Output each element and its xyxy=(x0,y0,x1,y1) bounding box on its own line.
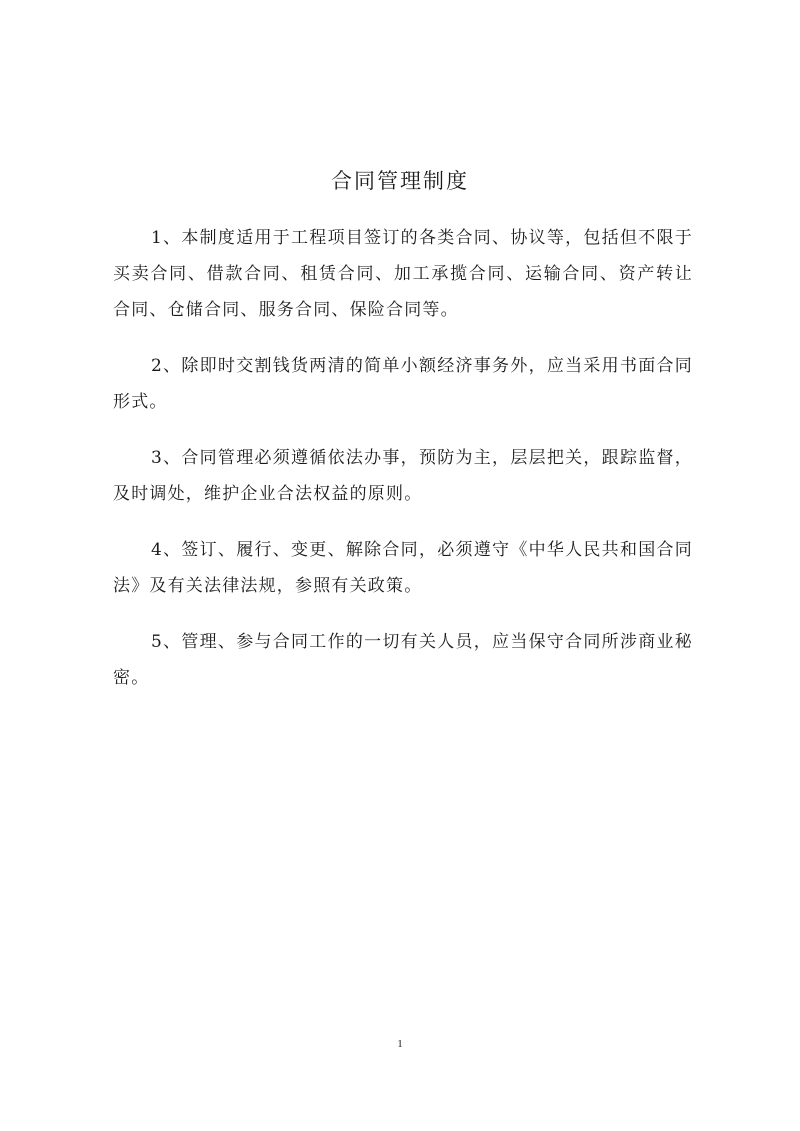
clause-3: 3、合同管理必须遵循依法办事，预防为主，层层把关，跟踪监督，及时调处，维护企业合法权益的原则。 xyxy=(113,448,693,504)
clause-5: 5、管理、参与合同工作的一切有关人员，应当保守合同所涉商业秘密。 xyxy=(113,632,693,688)
clause-2: 2、除即时交割钱货两清的简单小额经济事务外，应当采用书面合同形式。 xyxy=(113,356,693,412)
page-number: 1 xyxy=(397,1038,403,1050)
clause-1: 1、本制度适用于工程项目签订的各类合同、协议等，包括但不限于买卖合同、借款合同、租赁合同、加工承揽合同、运输合同、资产转让合同、仓储合同、服务合同、保险合同等。 xyxy=(113,228,693,320)
document-body xyxy=(113,220,693,716)
clause-4: 4、签订、履行、变更、解除合同，必须遵守《中华人民共和国合同法》及有关法律法规，参照有关政策。 xyxy=(113,540,693,596)
document-title: 合同管理制度 xyxy=(331,169,469,193)
